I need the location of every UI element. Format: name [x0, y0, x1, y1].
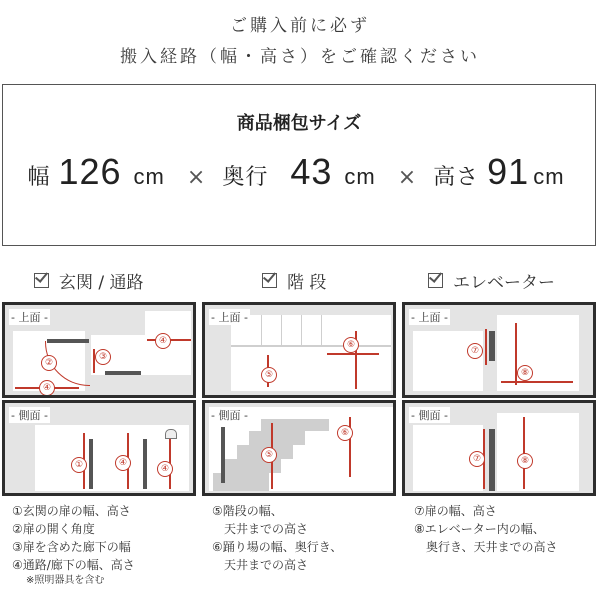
- marker-5: ⑤: [261, 447, 277, 463]
- legend-note: ※照明器具を含む: [26, 575, 105, 586]
- package-size-title: 商品梱包サイズ: [236, 113, 362, 134]
- category-elevator-label: エレベーター: [453, 273, 555, 293]
- stairs-top-view: [202, 302, 396, 398]
- stairs-side-view: [202, 400, 396, 496]
- legend-item: ③扉を含めた廊下の幅: [12, 540, 131, 554]
- marker-8: ⑧: [517, 453, 533, 469]
- landing-edge: [231, 345, 391, 347]
- width-arrow: [485, 329, 487, 365]
- category-elevator: [428, 268, 555, 293]
- elevator-door: [489, 429, 495, 491]
- depth-label: 奥行: [222, 165, 269, 190]
- marker-4: ④: [39, 380, 55, 396]
- lamp-icon: [165, 429, 177, 439]
- stair-step: [301, 315, 302, 345]
- legend-item: ⑥踊り場の幅、奥行き、: [212, 540, 343, 554]
- side-view-label: - 側面 -: [11, 409, 48, 422]
- legend-item: 天井までの高さ: [212, 522, 309, 536]
- marker-4: ④: [157, 461, 173, 477]
- elevator-door: [489, 331, 495, 361]
- entrance-top-view: [2, 302, 196, 398]
- top-view-label: - 上面 -: [411, 311, 448, 324]
- elevator-car-area: [497, 413, 579, 491]
- marker-4: ④: [115, 455, 131, 471]
- package-size-box: [2, 84, 596, 246]
- elevator-legend: [414, 502, 558, 556]
- category-entrance: [34, 268, 144, 293]
- depth-arrow: [327, 353, 379, 355]
- stair-step: [321, 315, 322, 345]
- legend-item: 奥行き、天井までの高さ: [414, 540, 558, 554]
- stair-step: [261, 315, 262, 345]
- checkbox-icon: [34, 273, 49, 288]
- depth-arrow: [515, 323, 517, 385]
- marker-5: ⑤: [261, 367, 277, 383]
- category-stairs: [262, 268, 326, 293]
- legend-item: ①玄関の扉の幅、高さ: [12, 504, 131, 518]
- package-dimensions: [3, 151, 595, 193]
- marker-3: ③: [95, 349, 111, 365]
- height-label: 高さ: [433, 165, 480, 190]
- side-view-label: - 側面 -: [411, 409, 448, 422]
- corridor-branch-area: [145, 311, 191, 337]
- hall-area: [413, 331, 483, 391]
- entrance-legend: [12, 502, 135, 588]
- depth-value: 43: [290, 151, 333, 192]
- elevator-side-view: [402, 400, 596, 496]
- notice-line-1: ご購入前に必ず: [230, 16, 370, 36]
- depth-unit: cm: [344, 164, 376, 189]
- door-frame: [143, 439, 147, 489]
- legend-item: ②扉の開く角度: [12, 522, 95, 536]
- width-value: 126: [58, 151, 122, 192]
- handrail: [221, 427, 225, 483]
- marker-6: ⑥: [337, 425, 353, 441]
- entrance-side-view: [2, 400, 196, 496]
- width-arrow: [501, 381, 573, 383]
- stair-step: [249, 431, 305, 445]
- marker-1: ①: [71, 457, 87, 473]
- legend-item: ④通路/廊下の幅、高さ: [12, 558, 135, 572]
- legend-item: ⑧エレベーター内の幅、: [414, 522, 545, 536]
- category-stairs-label: 階 段: [287, 273, 327, 293]
- marker-6: ⑥: [343, 337, 359, 353]
- marker-7: ⑦: [469, 451, 485, 467]
- side-view-label: - 側面 -: [211, 409, 248, 422]
- marker-8: ⑧: [517, 365, 533, 381]
- height-unit: cm: [533, 164, 565, 189]
- stair-step: [281, 315, 282, 345]
- height-value: 91: [487, 151, 530, 192]
- width-arrow: [93, 349, 95, 373]
- stairs-legend: [212, 502, 342, 574]
- checkbox-icon: [428, 273, 443, 288]
- checkbox-icon: [262, 273, 277, 288]
- marker-2: ②: [41, 355, 57, 371]
- elevator-top-view: [402, 302, 596, 398]
- width-label: 幅: [27, 165, 51, 190]
- legend-item: ⑤階段の幅、: [212, 504, 283, 518]
- legend-item: 天井までの高さ: [212, 558, 309, 572]
- width-unit: cm: [133, 164, 165, 189]
- notice-line-2: 搬入経路（幅・高さ）をご確認ください: [120, 47, 480, 67]
- corridor-door: [105, 371, 141, 375]
- times-sign: ×: [186, 165, 207, 190]
- marker-7: ⑦: [467, 343, 483, 359]
- times-sign: ×: [397, 165, 418, 190]
- category-entrance-label: 玄関 / 通路: [59, 273, 144, 293]
- top-view-label: - 上面 -: [211, 311, 248, 324]
- top-view-label: - 上面 -: [11, 311, 48, 324]
- door-frame: [89, 439, 93, 489]
- marker-4: ④: [155, 333, 171, 349]
- legend-item: ⑦扉の幅、高さ: [414, 504, 497, 518]
- elevator-car-area: [497, 315, 579, 391]
